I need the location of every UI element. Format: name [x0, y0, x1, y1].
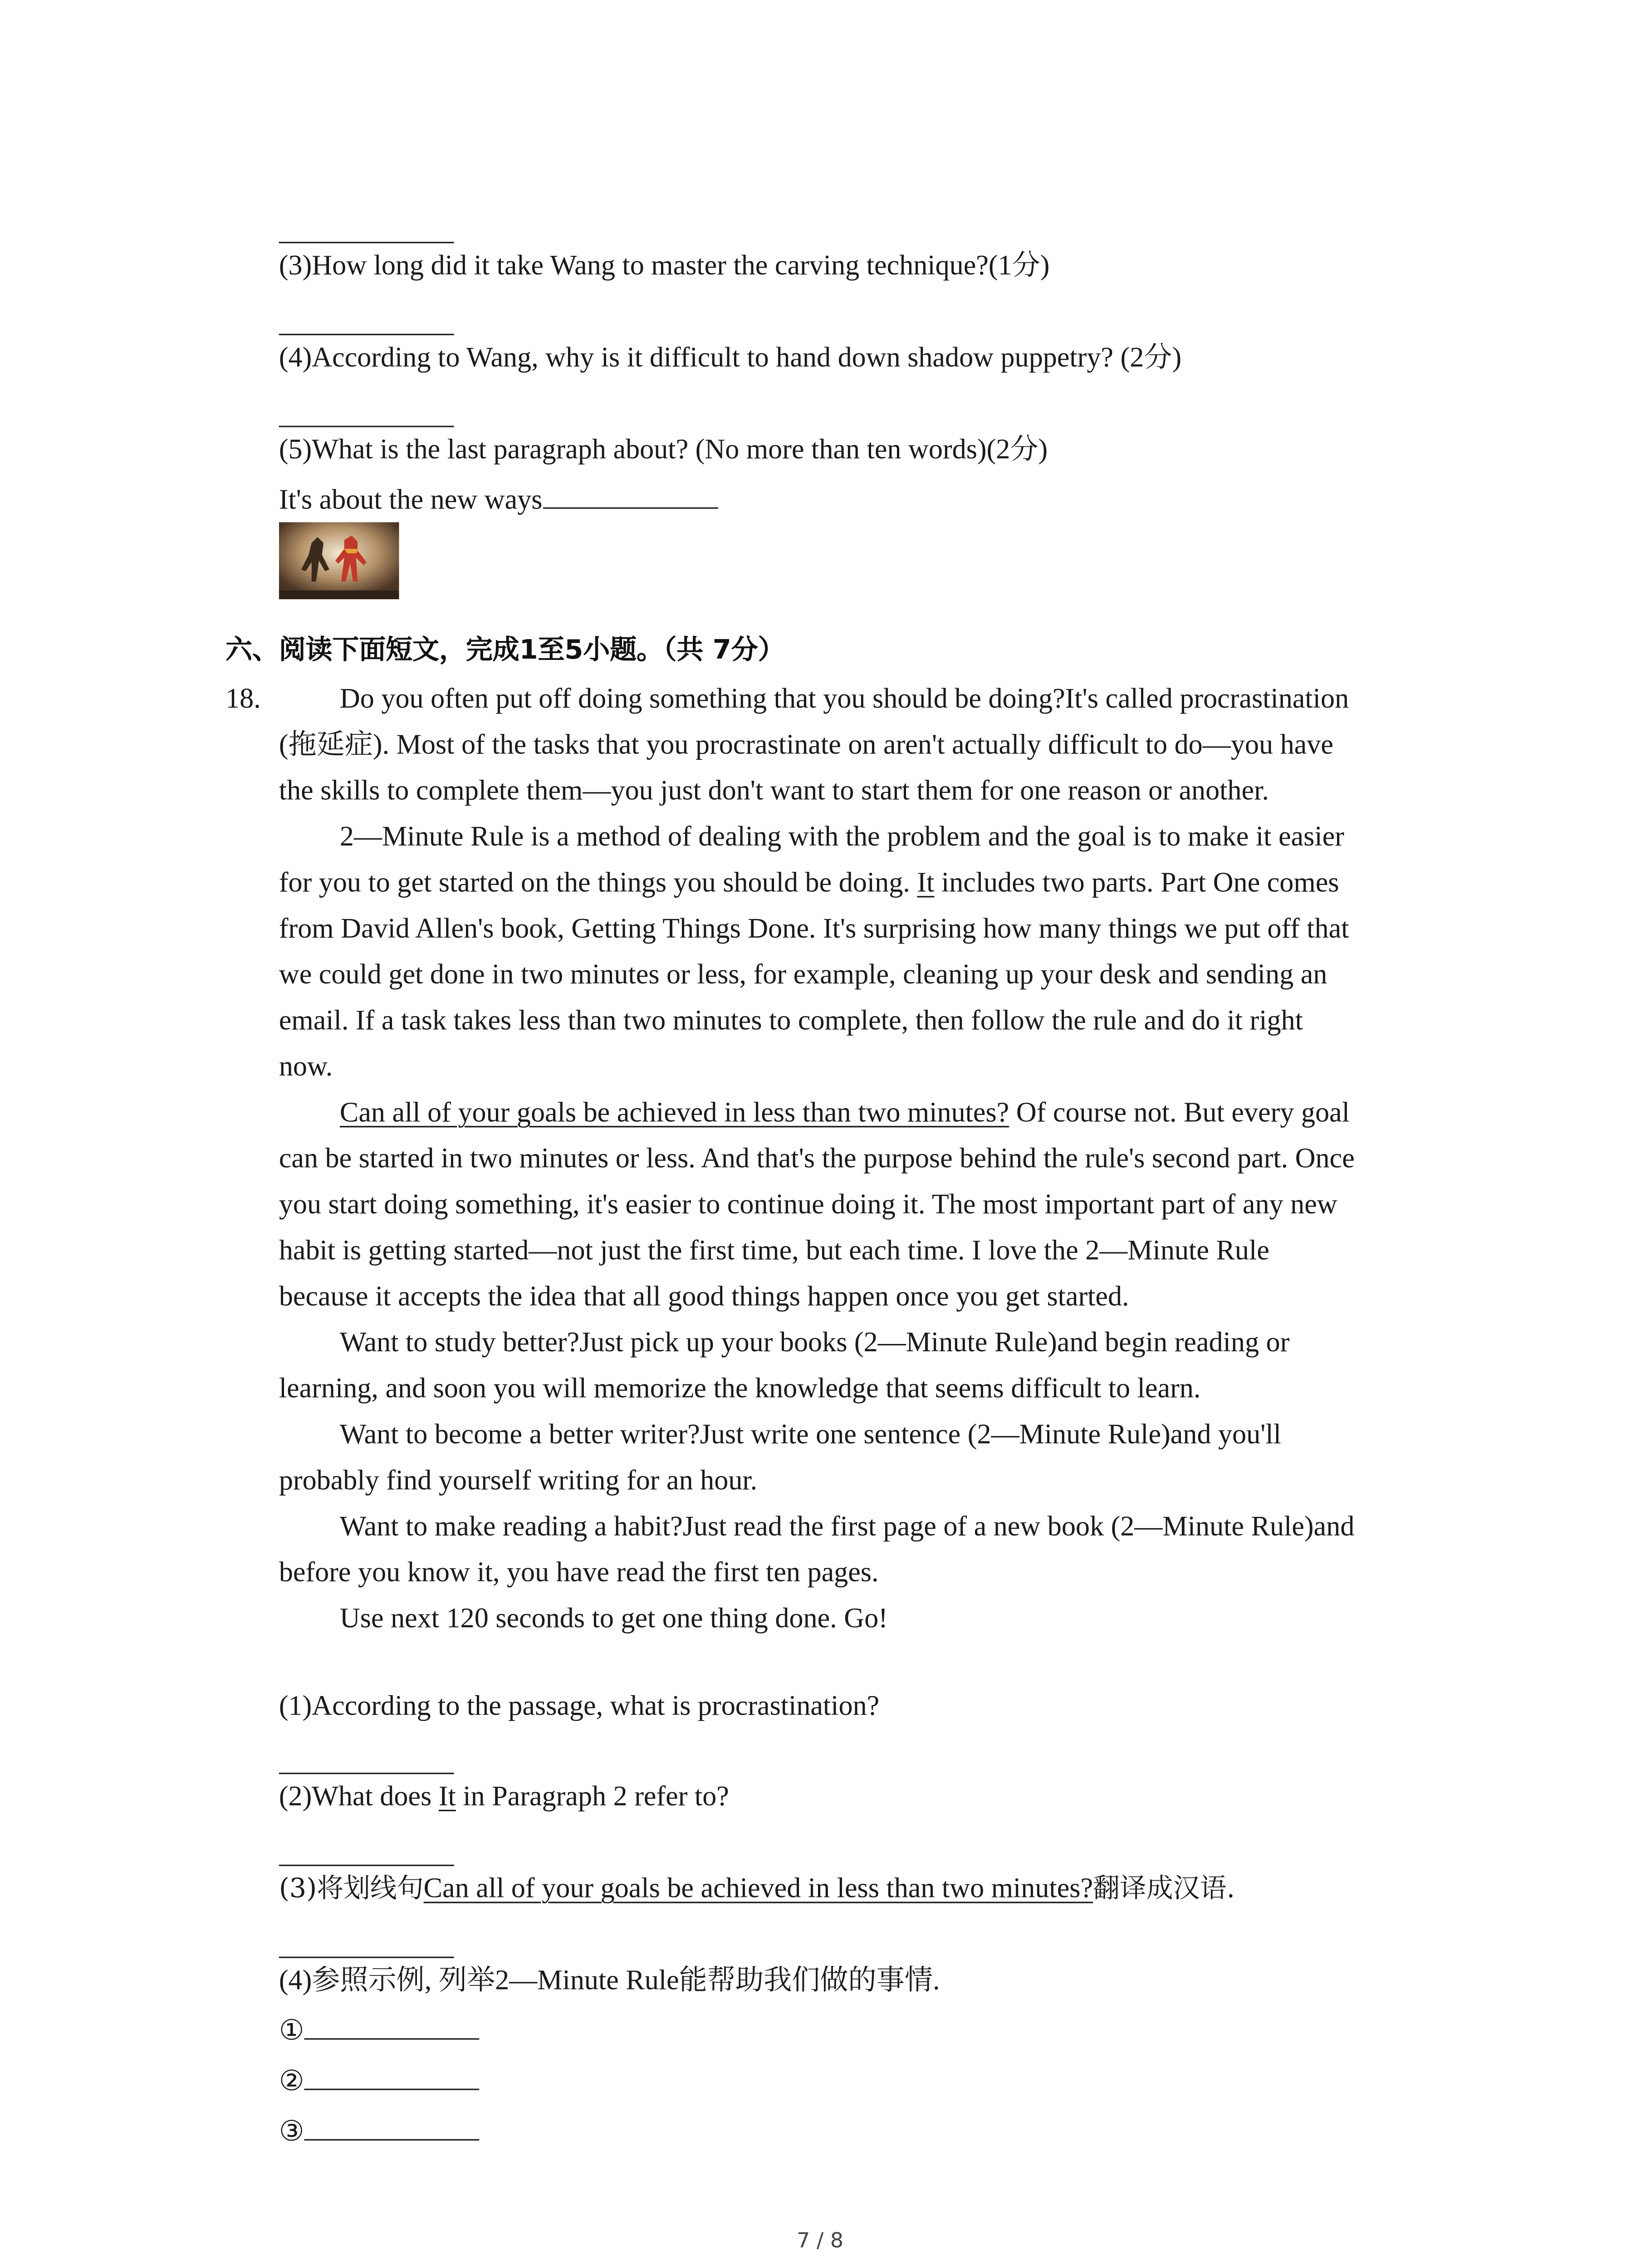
- underlined-sentence: Can all of your goals be achieved in less than two minutes?: [339, 1098, 1009, 1129]
- passage-line: Want to study better?Just pick up your books (2—Minute Rule)and begin reading or: [339, 1327, 1290, 1359]
- section-heading: 六、阅读下面短文，完成1至5小题。（共 7分）: [225, 635, 785, 666]
- passage-line: Do you often put off doing something that you should be doing?It's called procrastination: [339, 684, 1349, 715]
- question-2: [279, 1780, 729, 1815]
- passage-line: email. If a task takes less than two minutes to complete, then follow the rule and do it right: [279, 1006, 1303, 1037]
- answer-blank[interactable]: [279, 334, 454, 335]
- passage-line: Use next 120 seconds to get one thing done. Go!: [339, 1603, 888, 1635]
- answer-blank[interactable]: [304, 2037, 480, 2040]
- passage-line: before you know it, you have read the first ten pages.: [279, 1557, 879, 1589]
- answer-item-3: [279, 2115, 480, 2151]
- text: Of course not. But every goal: [1009, 1098, 1350, 1129]
- question-3: [279, 1872, 1235, 1907]
- answer-blank[interactable]: [304, 2138, 480, 2141]
- passage-line: Want to make reading a habit?Just read the first page of a new book (2—Minute Rule)and: [339, 1511, 1355, 1543]
- answer-blank[interactable]: [279, 1773, 454, 1774]
- answer-blank[interactable]: [279, 426, 454, 427]
- text: 翻译成汉语.: [1093, 1873, 1235, 1905]
- passage-line: habit is getting started—not just the first time, but each time. I love the 2—Minute Rule: [279, 1236, 1269, 1267]
- passage-line: from David Allen's book, Getting Things Done. It's surprising how many things we put off that: [279, 914, 1349, 945]
- passage-line: you start doing something, it's easier to continue doing it. The most important part of any new: [279, 1189, 1337, 1221]
- answer-blank[interactable]: [279, 242, 454, 243]
- passage-line: we could get done in two minutes or less, for example, cleaning up your desk and sending an: [279, 959, 1327, 991]
- answer-blank[interactable]: [279, 1957, 454, 1958]
- passage-line: probably find yourself writing for an hour.: [279, 1466, 758, 1497]
- question-1: (1)According to the passage, what is procrastination?: [279, 1691, 880, 1722]
- item-marker: ①: [279, 2016, 304, 2048]
- item-marker: ②: [279, 2066, 304, 2098]
- question-5: (5)What is the last paragraph about? (No more than ten words)(2分): [279, 435, 1048, 466]
- question-5-prompt: [279, 484, 718, 519]
- passage-line: learning, and soon you will memorize the knowledge that seems difficult to learn.: [279, 1374, 1201, 1405]
- passage-line: (拖延症). Most of the tasks that you procrastinate on aren't actually difficult to do—you have: [279, 729, 1333, 761]
- underlined-sentence: Can all of your goals be achieved in less than two minutes?: [423, 1873, 1093, 1905]
- passage: [279, 682, 1451, 1648]
- text: (2)What does: [279, 1781, 439, 1813]
- question-3: (3)How long did it take Wang to master the carving technique?(1分): [279, 250, 1050, 282]
- page-number: 7 / 8: [797, 2229, 843, 2253]
- question-4: (4)参照示例, 列举2—Minute Rule能帮助我们做的事情.: [279, 1965, 940, 1997]
- underlined-word: It: [917, 868, 935, 899]
- answer-blank[interactable]: [542, 506, 717, 509]
- answer-item-2: [279, 2065, 480, 2100]
- answer-blank[interactable]: [304, 2087, 480, 2090]
- answer-item-1: [279, 2014, 480, 2050]
- prompt-text: It's about the new ways: [279, 485, 543, 517]
- item-marker: ③: [279, 2116, 304, 2148]
- underlined-word: It: [438, 1781, 456, 1813]
- passage-line: Want to become a better writer?Just write one sentence (2—Minute Rule)and you'll: [339, 1419, 1281, 1451]
- shadow-puppet-photo-icon: [279, 522, 399, 599]
- passage-line: can be started in two minutes or less. And that's the purpose behind the rule's second part. Once: [279, 1144, 1355, 1175]
- text: in Paragraph 2 refer to?: [456, 1781, 729, 1813]
- question-4: (4)According to Wang, why is it difficult to hand down shadow puppetry? (2分): [279, 342, 1182, 374]
- passage-line: now.: [279, 1051, 333, 1083]
- passage-line: the skills to complete them—you just don't want to start them for one reason or another.: [279, 776, 1269, 807]
- text: includes two parts. Part One comes: [934, 868, 1339, 899]
- text: for you to get started on the things you should be doing.: [279, 868, 917, 899]
- answer-blank[interactable]: [279, 1865, 454, 1866]
- question-number: 18.: [225, 684, 261, 715]
- passage-line: because it accepts the idea that all good things happen once you get started.: [279, 1281, 1129, 1313]
- text: (3)将划线句: [279, 1873, 424, 1905]
- passage-line: 2—Minute Rule is a method of dealing with the problem and the goal is to make it easier: [339, 821, 1344, 853]
- passage-line: [279, 866, 1451, 912]
- passage-line: [279, 1096, 1451, 1142]
